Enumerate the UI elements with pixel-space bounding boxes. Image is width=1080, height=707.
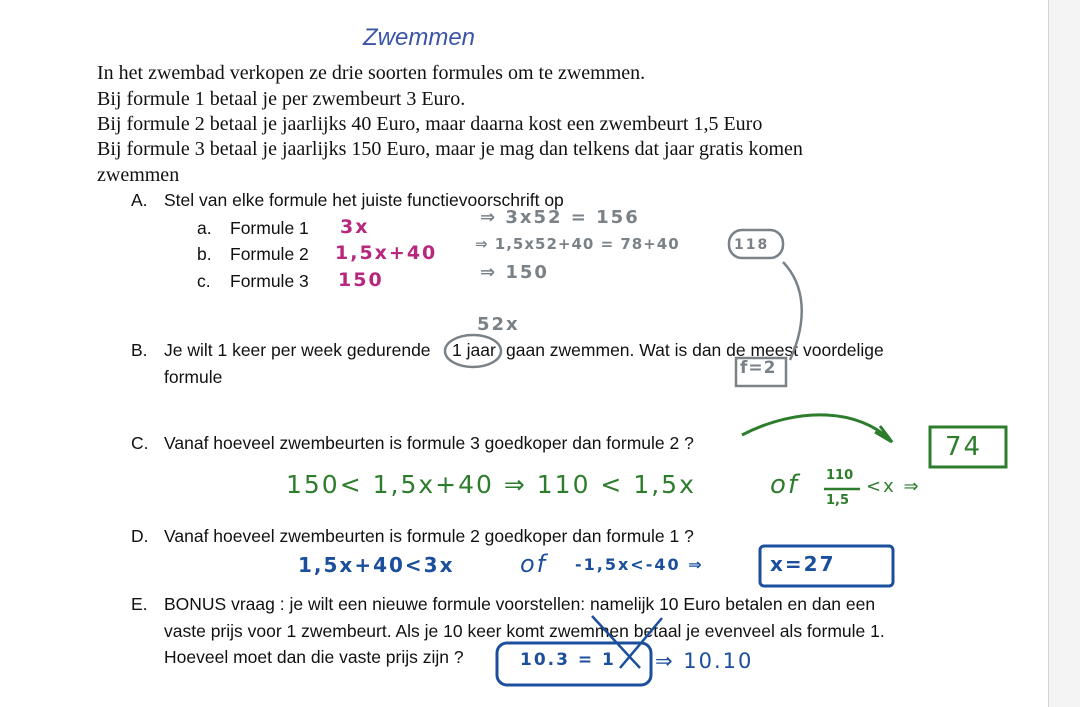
- handwriting-formula-1: 3x: [340, 216, 370, 238]
- handwriting-calc-2: ⇒ 1,5x52+40 = 78+40: [475, 235, 680, 253]
- handwriting-fraction-den: 1,5: [826, 493, 850, 508]
- sub-c-letter: c.: [197, 271, 211, 291]
- handwriting-calc-1: ⇒ 3x52 = 156: [480, 207, 640, 228]
- question-e-line-1: BONUS vraag : je wilt een nieuwe formule voorstellen: namelijk 10 Euro betalen en dan een: [164, 594, 876, 614]
- handwriting-weeks: 52x: [477, 314, 520, 335]
- sub-c-label: Formule 3: [230, 271, 309, 291]
- question-b-text-before: Je wilt 1 keer per week gedurende: [164, 340, 431, 360]
- intro-line-1: In het zwembad verkopen ze drie soorten formules om te zwemmen.: [97, 62, 646, 84]
- handwriting-equation-d-of: of: [520, 550, 548, 578]
- question-b-line-2: formule: [164, 367, 223, 387]
- handwriting-fraction-num: 110: [826, 468, 854, 483]
- question-e-line-2: vaste prijs voor 1 zwembeurt. Als je 10 keer komt zwemmen betaal je evenveel als formule 1.: [164, 621, 885, 641]
- page-title: Zwemmen: [363, 24, 476, 51]
- arrow-to-answer-c: [742, 415, 890, 440]
- intro-line-2: Bij formule 1 betaal je per zwembeurt 3 Euro.: [97, 88, 466, 110]
- handwriting-equation-c-of: of: [770, 470, 800, 500]
- intro-line-4: Bij formule 3 betaal je jaarlijks 150 Euro, maar je mag dan telkens dat jaar gratis komen: [97, 138, 803, 160]
- sub-a-label: Formule 1: [230, 218, 309, 238]
- intro-line-5: zwemmen: [97, 164, 180, 186]
- handwriting-equation-d-2: -1,5x<-40 ⇒: [575, 555, 704, 574]
- handwriting-calc-2-result: 118: [734, 237, 770, 253]
- sub-b-label: Formule 2: [230, 244, 309, 264]
- handwriting-fraction-tail: <x ⇒: [866, 476, 921, 497]
- question-d-text: Vanaf hoeveel zwembeurten is formule 2 goedkoper dan formule 1 ?: [164, 526, 694, 546]
- handwriting-answer-c: 74: [945, 432, 983, 462]
- question-c-letter: C.: [131, 433, 149, 453]
- question-b-text-after: gaan zwemmen. Wat is dan de meest voordelige: [506, 340, 884, 360]
- question-b-letter: B.: [131, 340, 148, 360]
- handwriting-answer-b: f=2: [740, 358, 777, 378]
- question-c-text: Vanaf hoeveel zwembeurten is formule 3 goedkoper dan formule 2 ?: [164, 433, 694, 453]
- sub-a-letter: a.: [197, 218, 212, 238]
- handwriting-equation-d: 1,5x+40<3x: [298, 553, 455, 577]
- handwriting-formula-3: 150: [338, 269, 384, 291]
- intro-line-3: Bij formule 2 betaal je jaarlijks 40 Euro, maar daarna kost een zwembeurt 1,5 Euro: [97, 113, 763, 135]
- sub-b-letter: b.: [197, 244, 212, 264]
- handwriting-answer-d: x=27: [770, 552, 836, 576]
- question-e-letter: E.: [131, 594, 148, 614]
- handwriting-formula-2: 1,5x+40: [335, 242, 438, 264]
- page-margin: [1049, 0, 1080, 707]
- question-e-line-3: Hoeveel moet dan die vaste prijs zijn ?: [164, 647, 464, 667]
- handwriting-box-e: 10.3 = 1: [520, 650, 616, 670]
- question-b-circled-text: 1 jaar: [452, 340, 496, 360]
- handwriting-calc-3: ⇒ 150: [480, 262, 549, 283]
- question-a-letter: A.: [131, 190, 148, 210]
- question-d-letter: D.: [131, 526, 149, 546]
- question-a-text: Stel van elke formule het juiste functievoorschrift op: [164, 190, 564, 210]
- handwriting-answer-e: ⇒ 10.10: [655, 649, 754, 673]
- handwriting-equation-c: 150< 1,5x+40 ⇒ 110 < 1,5x: [286, 470, 696, 499]
